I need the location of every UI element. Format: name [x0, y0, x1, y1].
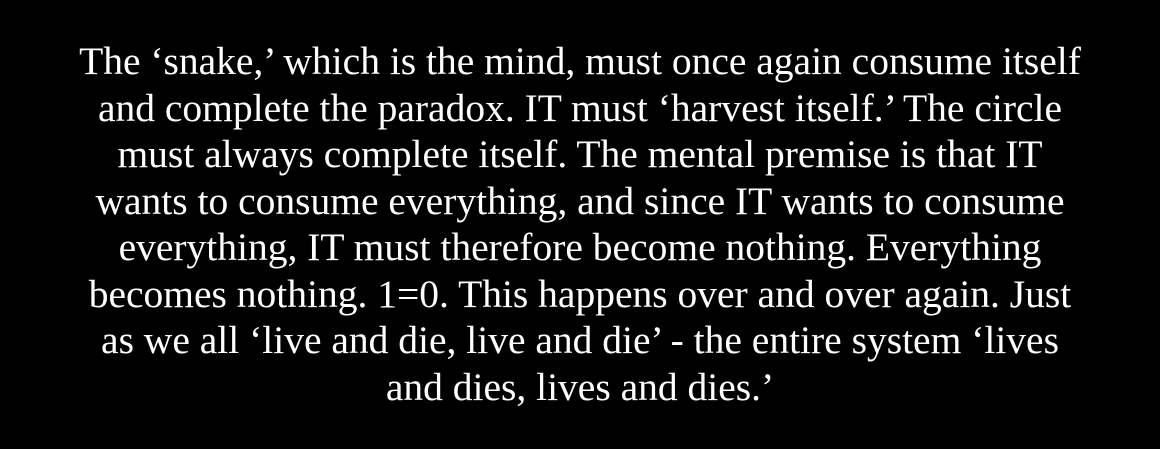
quote-line-5: everything, IT must therefore become nothing. Everything — [118, 225, 1042, 269]
quote-line-2: and complete the paradox. IT must ‘harvest itself.’ The circle — [97, 85, 1063, 130]
quote-line-3: must always complete itself. The mental premise is that IT — [117, 132, 1043, 176]
quote-text — [0, 38, 1160, 410]
quote-line-8: and dies, lives and dies.’ — [385, 364, 775, 409]
quote-line-6: becomes nothing. 1=0. This happens over and over again. Just — [88, 271, 1072, 316]
quote-line-7: as we all ‘live and die, live and die’ - the entire system ‘lives — [101, 318, 1059, 362]
quote-line-1: The ‘snake,’ which is the mind, must once again consume itself — [79, 39, 1081, 83]
quote-line-4: wants to consume everything, and since IT wants to consume — [95, 178, 1065, 223]
